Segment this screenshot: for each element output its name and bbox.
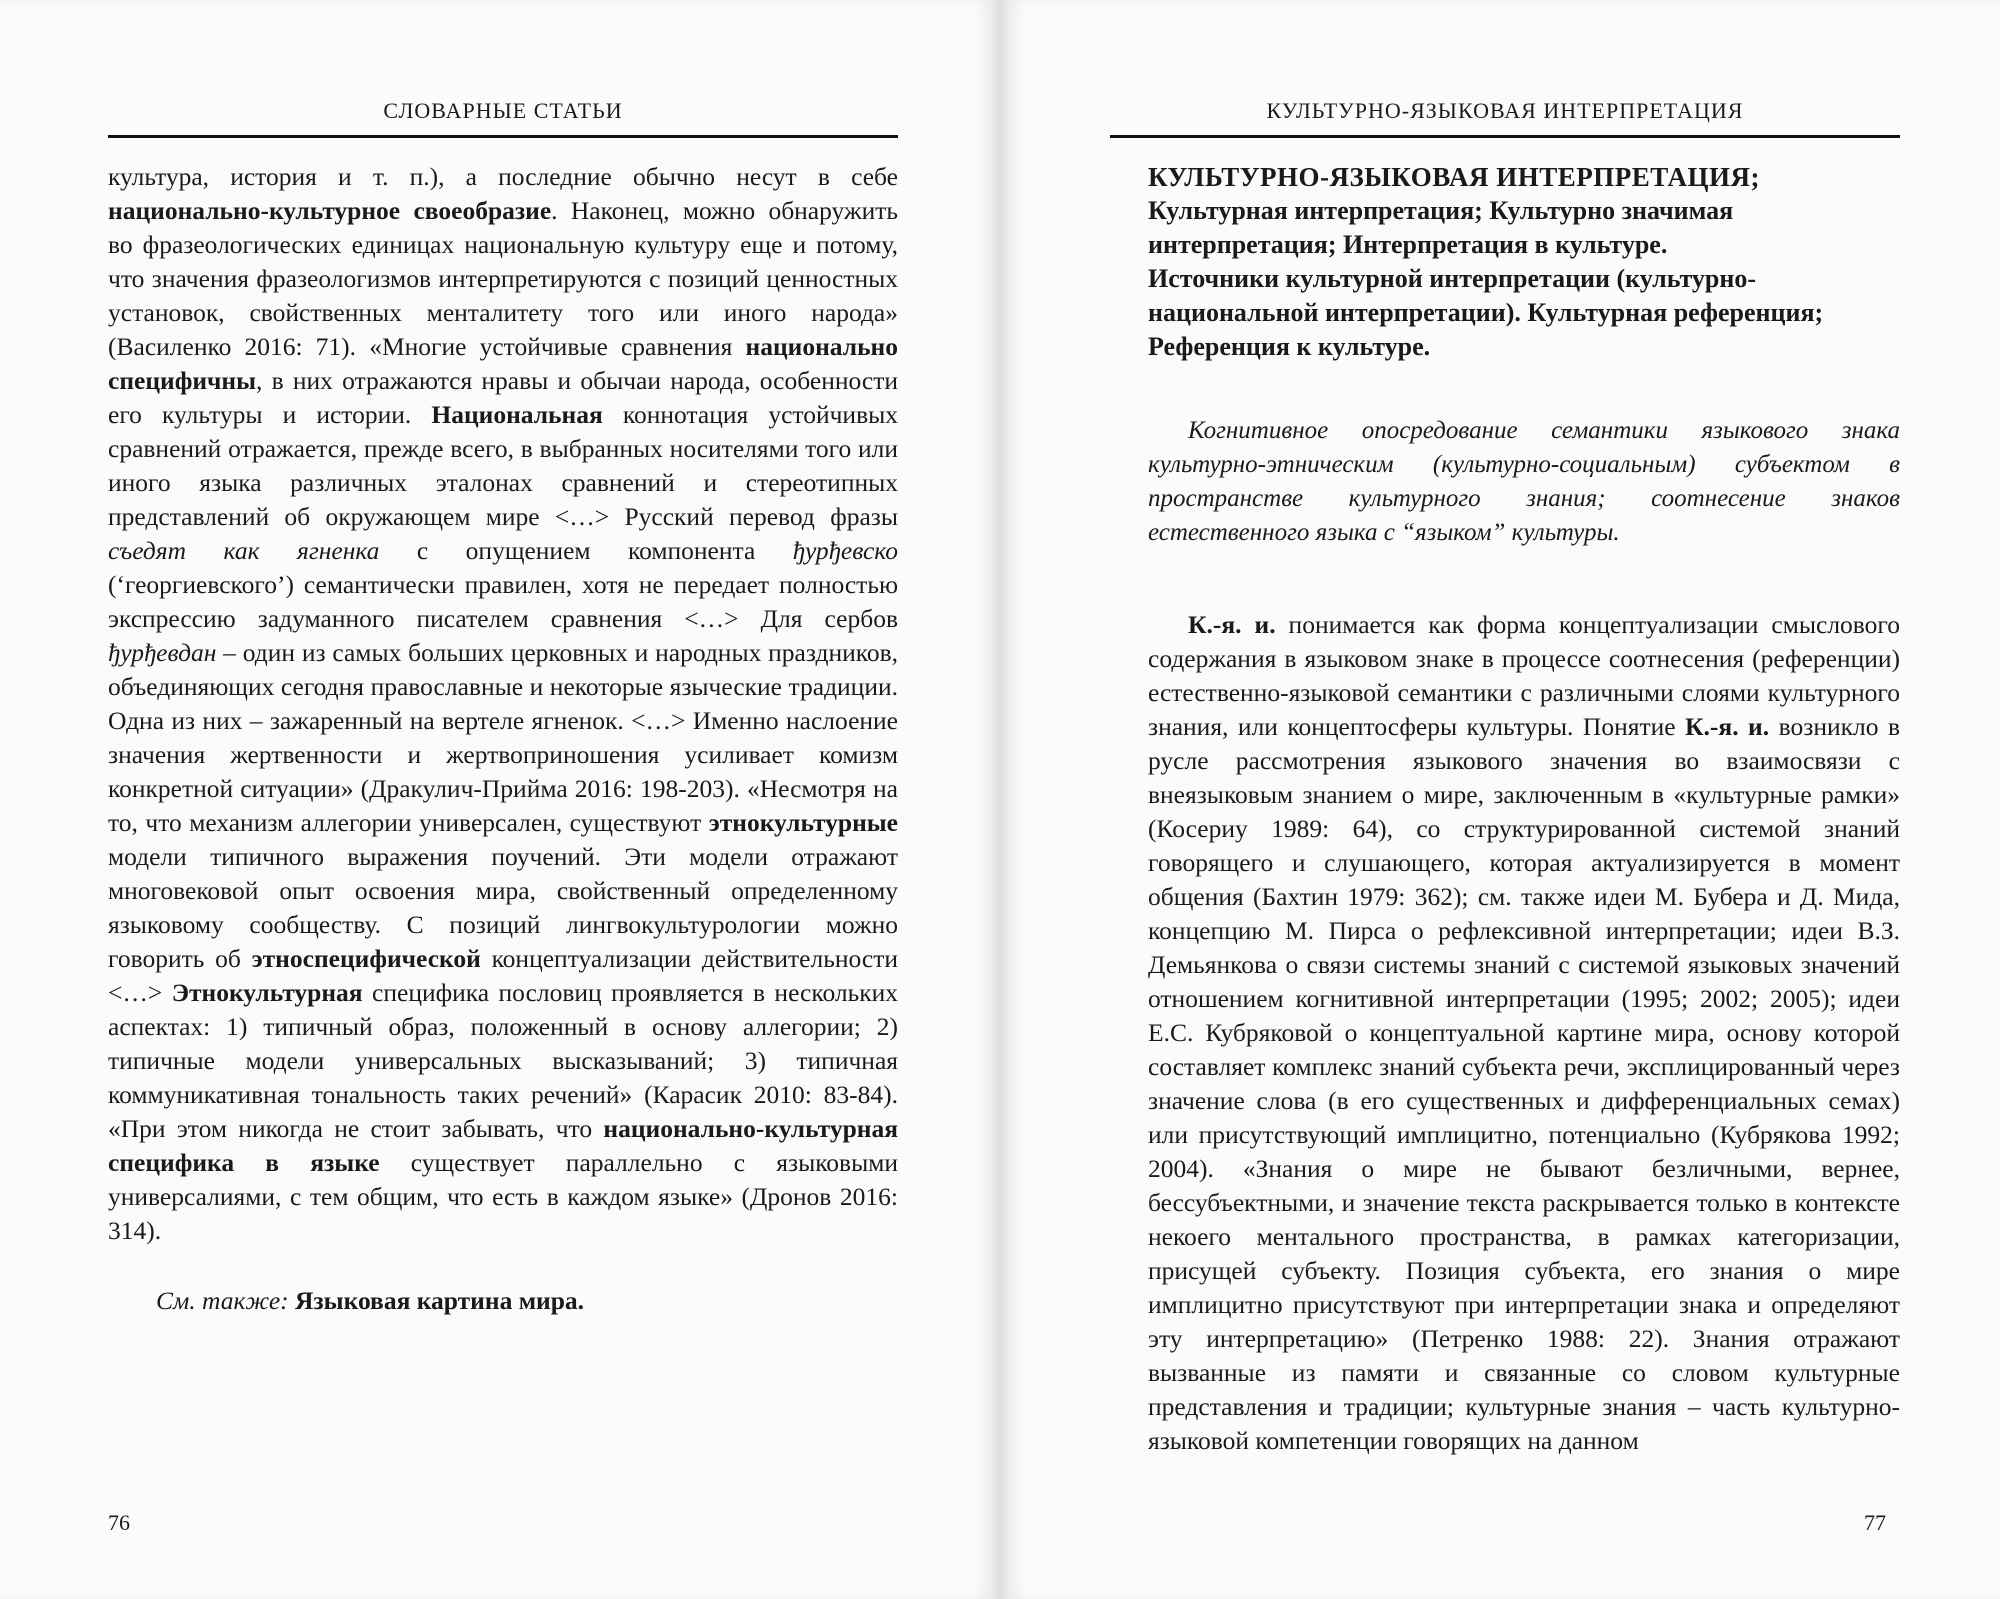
italic-example: ђурђевдан	[108, 638, 217, 667]
see-also-label: См. также:	[156, 1286, 289, 1315]
entry-synonyms: Культурная интерпретация; Культурно значимая интерпретация; Интерпретация в культуре.	[1148, 196, 1734, 259]
bold-term: национально специфичны	[108, 332, 898, 395]
bold-term: Этнокультурная	[171, 978, 363, 1007]
text-run: существует параллельно с языковыми универсалиями, с тем общим, что есть в каждом языке» (Дронов 2016: 314).	[108, 1148, 898, 1245]
bold-term: национально-культурная специфика в языке	[108, 1114, 898, 1177]
header-rule-left	[108, 135, 898, 138]
entry-headword: КУЛЬТУРНО-ЯЗЫКОВАЯ ИНТЕРПРЕТАЦИЯ;	[1148, 162, 1760, 192]
running-head-right: КУЛЬТУРНО-ЯЗЫКОВАЯ ИНТЕРПРЕТАЦИЯ	[1266, 98, 1744, 123]
right-body-text	[1148, 160, 1900, 1458]
bold-term: национально-культурное своеобразие	[108, 196, 552, 225]
entry-headword-block	[1148, 160, 1900, 364]
abbrev-term: К.-я. и.	[1188, 610, 1276, 639]
text-run: (‘георгиевского’) семантически правилен, хотя не передает полностью экспрессию задуманного писателем сравнения <…> Для сербов	[108, 570, 898, 633]
text-run: – один из самых больших церковных и народных праздников, объединяющих сегодня православные и некоторые языческие традиции. Одна из них – зажаренный на вертеле ягненок. <…> Именно наслоение значения жертвенности и жертвоприношения усиливает комизм конкретной ситуации» (Дракулич-Прийма 2016: 198-203). «Несмотря на то, что механизм аллегории универсален, существуют	[108, 638, 898, 837]
entry-article	[1148, 608, 1900, 1458]
text-run: понимается как форма концептуализации смыслового содержания в языковом знаке в процессе соотнесения (референции) естественно-языковой семантики с различными слоями культурного знания, или концептосферы культуры. Понятие	[1148, 610, 1900, 741]
text-run: возникло в русле рассмотрения языкового значения во взаимосвязи с внеязыковым знанием о мире, заключенным в «культурные рамки» (Косериу 1989: 64), со структурированной системой знаний говорящего и слушающего, которая актуализируется в момент общения (Бахтин 1979: 362); см. также идеи М. Бубера и Д. Мида, концепцию М. Пирса о рефлексивной интерпретации; идеи В.З. Демьянкова о связи системы знаний с системой языковых значений отношением когнитивной интерпретации (1995; 2002; 2005); идеи Е.С. Кубряковой о концептуальной картине мира, основу которой составляет комплекс знаний субъекта речи, эксплицированный через значение слова (в его существенных и дифференциальных семах) или присутствующий имплицитно, потенциально (Кубрякова 1992; 2004). «Знания о мире не бывают безличными, вернее, бессубъектными, и значение текста раскрывается только в контексте некоего ментального пространства, в рамках категоризации, присущей субъекту. Позиция субъекта, его знания о мире имплицитно присутствуют при интерпретации знака и определяют эту интерпретацию» (Петренко 1988: 22). Знания отражают вызванные из памяти и связанные со словом культурные представления и традиции; культурные знания – часть культурно-языковой компетенции говорящих на данном	[1148, 712, 1900, 1455]
page-number-left: 76	[108, 1510, 130, 1535]
bold-term: Национальная	[431, 400, 603, 429]
entry-related-terms: Источники культурной интерпретации (культурно-национальной интерпретации). Культурная референция; Референция к культуре.	[1148, 264, 1824, 361]
entry-definition: Когнитивное опосредование семантики языкового знака культурно-этническим (культурно-социальным) субъектом в пространстве культурного знания; соотнесение знаков естественного языка с “языком” культуры.	[1148, 417, 1900, 546]
text-run: культура, история и т. п.), а последние обычно несут в себе	[108, 162, 898, 191]
italic-example: ђурђевско	[792, 536, 898, 565]
left-paragraph	[108, 160, 898, 1248]
see-also-target: Языковая картина мира.	[295, 1286, 585, 1315]
abbrev-term: К.-я. и.	[1685, 712, 1770, 741]
text-run: коннотация устойчивых сравнений отражается, прежде всего, в выбранных носителями того или иного языка различных эталонах сравнений и стереотипных представлений об окружающем мире <…> Русский перевод фразы	[108, 400, 898, 531]
left-body-text	[108, 160, 898, 1318]
see-also	[108, 1284, 898, 1318]
bold-term: этнокультурные	[708, 808, 898, 837]
text-run: специфика пословиц проявляется в нескольких аспектах: 1) типичный образ, положенный в основу аллегории; 2) типичные модели универсальных высказываний; 3) типичная коммуникативная тональность таких речений» (Карасик 2010: 83-84). «При этом никогда не стоит забывать, что	[108, 978, 898, 1143]
text-run: с опущением компонента	[379, 536, 793, 565]
text-run: , в них отражаются нравы и обычаи народа, особенности его культуры и истории.	[108, 366, 898, 429]
text-run: модели типичного выражения поучений. Эти модели отражают многовековой опыт освоения мира, свойственный определенному языковому сообществу. С позиций лингвокультурологии можно говорить об	[108, 842, 898, 973]
bold-term: этноспецифической	[251, 944, 481, 973]
right-page	[1000, 0, 2000, 1599]
page-number-right: 77	[1864, 1510, 1886, 1535]
header-rule-right	[1110, 135, 1900, 138]
text-run: концептуализации действительности <…>	[108, 944, 898, 1007]
italic-example: съедят как ягненка	[108, 536, 380, 565]
text-run: . Наконец, можно обнаружить во фразеологических единицах национальную культуру еще и потому, что значения фразеологизмов интерпретируются с позиций ценностных установок, свойственных менталитету того или иного народа» (Василенко 2016: 71). «Многие устойчивые сравнения	[108, 196, 898, 361]
running-head-left: СЛОВАРНЫЕ СТАТЬИ	[383, 98, 623, 123]
